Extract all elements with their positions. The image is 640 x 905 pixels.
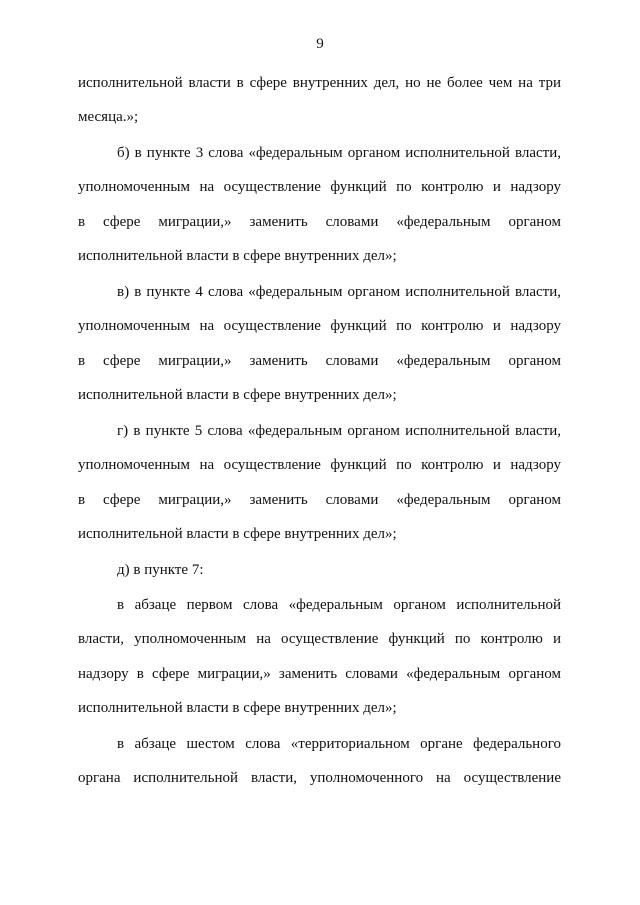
text-line: исполнительной власти в сфере внутренних дел»;	[78, 248, 397, 264]
text-line: в абзаце шестом слова «территориальном органе федерального	[117, 736, 561, 752]
text-line: исполнительной власти в сфере внутренних дел»;	[78, 526, 397, 542]
text-line: г) в пункте 5 слова «федеральным органом исполнительной власти,	[117, 423, 561, 439]
text-line: в сфере миграции,» заменить словами «федеральным органом	[78, 353, 561, 369]
text-line: власти, уполномоченным на осуществление функций по контролю и	[78, 631, 561, 647]
text-line: в) в пункте 4 слова «федеральным органом исполнительной власти,	[117, 284, 561, 300]
text-line: органа исполнительной власти, уполномоченного на осуществление	[78, 770, 561, 786]
text-line: б) в пункте 3 слова «федеральным органом исполнительной власти,	[117, 145, 561, 161]
text-line: д) в пункте 7:	[117, 562, 204, 578]
text-line: уполномоченным на осуществление функций по контролю и надзору	[78, 179, 561, 195]
text-line: уполномоченным на осуществление функций по контролю и надзору	[78, 318, 561, 334]
text-line: в сфере миграции,» заменить словами «федеральным органом	[78, 214, 561, 230]
text-line: месяца.»;	[78, 109, 139, 125]
text-line: уполномоченным на осуществление функций по контролю и надзору	[78, 457, 561, 473]
text-line: в абзаце первом слова «федеральным органом исполнительной	[117, 597, 561, 613]
text-line: надзору в сфере миграции,» заменить словами «федеральным органом	[78, 666, 561, 682]
text-line: в сфере миграции,» заменить словами «федеральным органом	[78, 492, 561, 508]
text-line: исполнительной власти в сфере внутренних дел»;	[78, 387, 397, 403]
text-line: исполнительной власти в сфере внутренних дел»;	[78, 700, 397, 716]
text-line: исполнительной власти в сфере внутренних дел, но не более чем на три	[78, 75, 561, 91]
page-number: 9	[316, 36, 324, 52]
